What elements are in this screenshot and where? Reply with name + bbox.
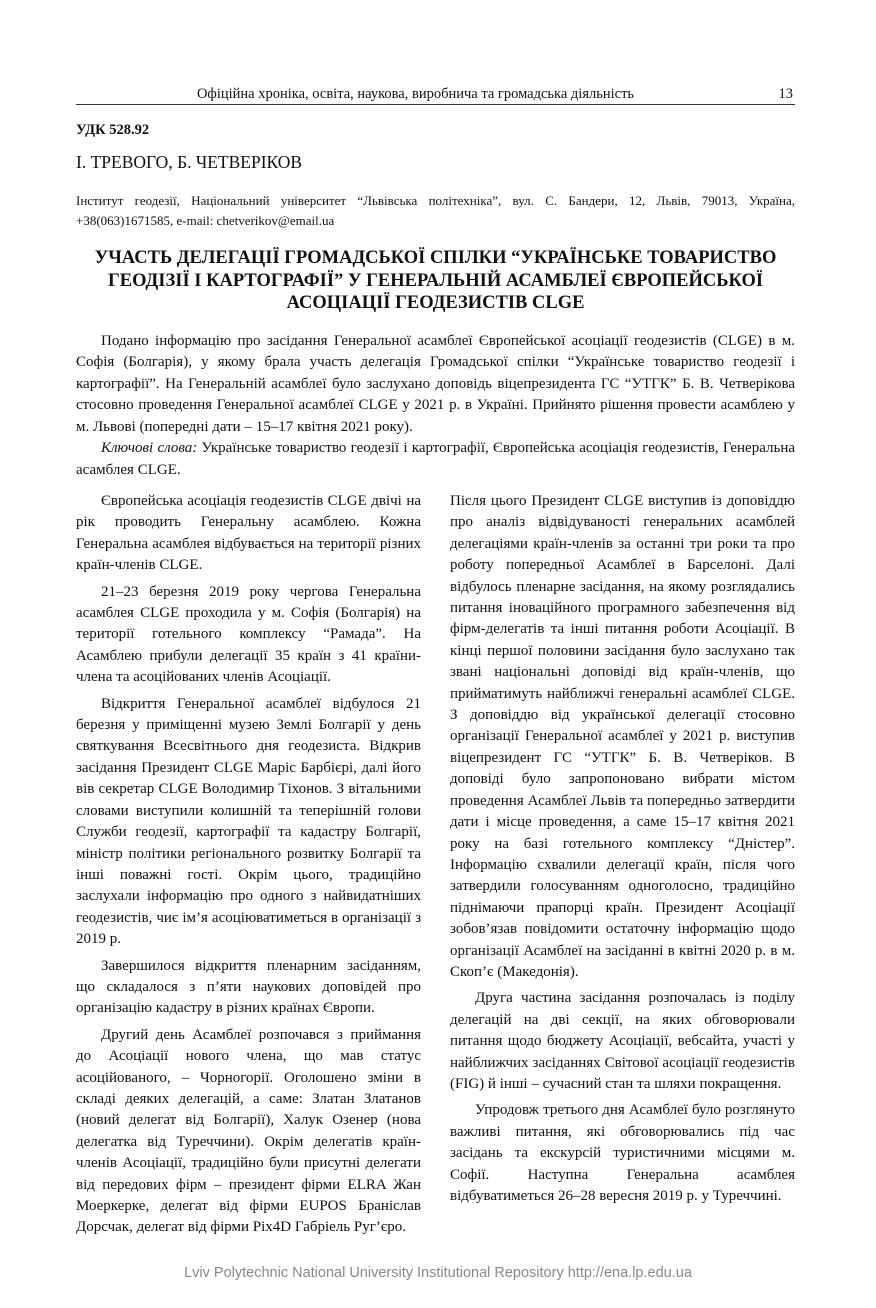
running-header — [76, 86, 795, 105]
keywords-label: Ключові слова: — [101, 440, 198, 456]
keywords-list: Українське товариство геодезії і картографії, Європейська асоціація геодезистів, Генеральна асамблея CLGE. — [76, 440, 796, 478]
paragraph: Друга частина засідання розпочалась із поділу делегацій на дві секції, на яких обговорювали питання щодо бюджету Асоціації, вебсайта, участі у найближчих засіданнях Світової асоціації геодезистів (FIG) й інші – сучасний стан та шляхи покращення. — [450, 990, 795, 1092]
paragraph: Упродовж третього дня Асамблеї було розглянуто важливі питання, які обговорювались під час засідань та екскурсій туристичними місцями м. Софії. Наступна Генеральна асамблея відбуватиметься 26–28 вересня 2019 р. у Туреччині. — [450, 1102, 795, 1204]
body-columns — [76, 491, 795, 1244]
repository-footer: Lviv Polytechnic National University Institutional Repository http://ena.lp.edu.ua — [184, 1264, 692, 1281]
paragraph: Після цього Президент CLGE виступив із доповіддю про аналіз відвідуваності генеральних асамблей делегаціями країн-членів за останні три роки та про роботу попередньої Асамблеї в Барселоні. Далі відбулось пленарне засідання, на якому розглядались питання іноваційного програмного забезпечення від фірм-делегатів та інші питання роботи Асоціації. В кінці першої половини засідання було заслухано так звані національні доповіді від країн-членів, що прийматимуть найближчі генеральні асамблеї CLGE. З доповіддю від української делегації стосовно організації Генеральної асамблеї у 2021 р. виступив віцепрезидент ГС “УТГК” Б. В. Четверіков. В доповіді було запропоновано вибрати містом проведення Асамблеї Львів та попередньо затвердити дати і місце проведення, а саме 15–17 квітня 2021 року на базі готельного комплексу “Дністер”. Інформацію схвалили делегації країн, після чого затвердили голосуванням одноголосно, традиційно піднімаючи прапорці країн. Президент Асоціації зобов’язав повідомити остаточну інформацію щодо організації Асамблеї на засіданні в квітні 2020 р. в м. Скоп’є (Македонія). — [450, 493, 795, 980]
body-column-right — [450, 491, 795, 1244]
abstract — [76, 331, 795, 482]
authors: І. ТРЕВОГО, Б. ЧЕТВЕРІКОВ — [76, 152, 303, 172]
paragraph: Європейська асоціація геодезистів CLGE двічі на рік проводить Генеральну асамблею. Кожна Генеральна асамблея відбувається на території різних країн-членів CLGE. — [76, 493, 421, 574]
page-number: 13 — [778, 86, 793, 102]
running-header-title: Офіційна хроніка, освіта, наукова, виробнича та громадська діяльність — [196, 86, 635, 102]
abstract-text: Подано інформацію про засідання Генеральної асамблеї Європейської асоціації геодезистів (CLGE) в м. Софія (Болгарія), у якому брала участь делегація Громадської спілки “Українське товариство геодезії і картографії”. На Генеральній асамблеї було заслухано доповідь віцепрезидента ГС “УТГК” Б. В. Четверікова стосовно проведення Генеральної асамблеї CLGE у 2021 р. в Україні. Прийнято рішення провести асамблею у м. Львові (попередні дати – 15–17 квітня 2021 року). — [76, 332, 795, 435]
paragraph: Другий день Асамблеї розпочався з приймання до Асоціації нового члена, що мав статус асоційованого, – Чорногорії. Оголошено зміни в складі деяких делегацій, а саме: Златан Златанов (новий делегат від Болгарії), Халук Озенер (нова делегатка від Туреччини). Окрім делегатів країн-членів Асоціації, традиційно були присутні делегати від передових фірм – президент фірми ELRA Жан Моеркерке, делегат від фірми EUPOS Браніслав Дорсчак, делегат від фірми Pix4D Габріель Руг’єро. — [76, 1026, 421, 1236]
paragraph: 21–23 березня 2019 року чергова Генеральна асамблея CLGE проходила у м. Софія (Болгарія) на території готельного комплексу “Рамада”. На Асамблею прибули делегації 35 країн з 41 країни-члена та асоційованих членів Асоціації. — [76, 583, 421, 686]
body-column-left — [76, 491, 421, 1244]
article-title: УЧАСТЬ ДЕЛЕГАЦІЇ ГРОМАДСЬКОЇ СПІЛКИ “УКРАЇНСЬКЕ ТОВАРИСТВО ГЕОДІЗІЇ І КАРТОГРАФІЇ” У ГЕНЕРАЛЬНІЙ АСАМБЛЕЇ ЄВРОПЕЙСЬКОЇ АСОЦІАЦІЇ ГЕОДЕЗИСТІВ CLGE — [94, 248, 777, 313]
udk-code: УДК 528.92 — [76, 122, 150, 138]
paragraph: Завершилося відкриття пленарним засіданням, що складалося з п’яти наукових доповідей про організацію кадастру в різних країнах Європи. — [76, 957, 421, 1017]
affiliation: Інститут геодезії, Національний університет “Львівська політехніка”, вул. С. Бандери, 12, Львів, 79013, Україна, +38(063)1671585, e-mail: chetverikov@email.ua — [76, 193, 795, 228]
keywords — [76, 438, 795, 481]
paragraph: Відкриття Генеральної асамблеї відбулося 21 березня у приміщенні музею Землі Болгарії у день святкування Всесвітнього дня геодезиста. Відкрив засідання Президент CLGE Маріс Барбієрі, далі його вів секретар CLGE Володимир Тіхонов. З вітальними словами виступили колишній та теперішній голови Служби геодезії, картографії та кадастру Болгарії, міністр політики регіонального розвитку Болгарії та інші поважні гості. Окрім цього, традиційно заслухали інформацію про одного з найвидатніших геодезистів, чиє ім’я асоціюватиметься в організації з 2019 р. — [76, 695, 421, 948]
